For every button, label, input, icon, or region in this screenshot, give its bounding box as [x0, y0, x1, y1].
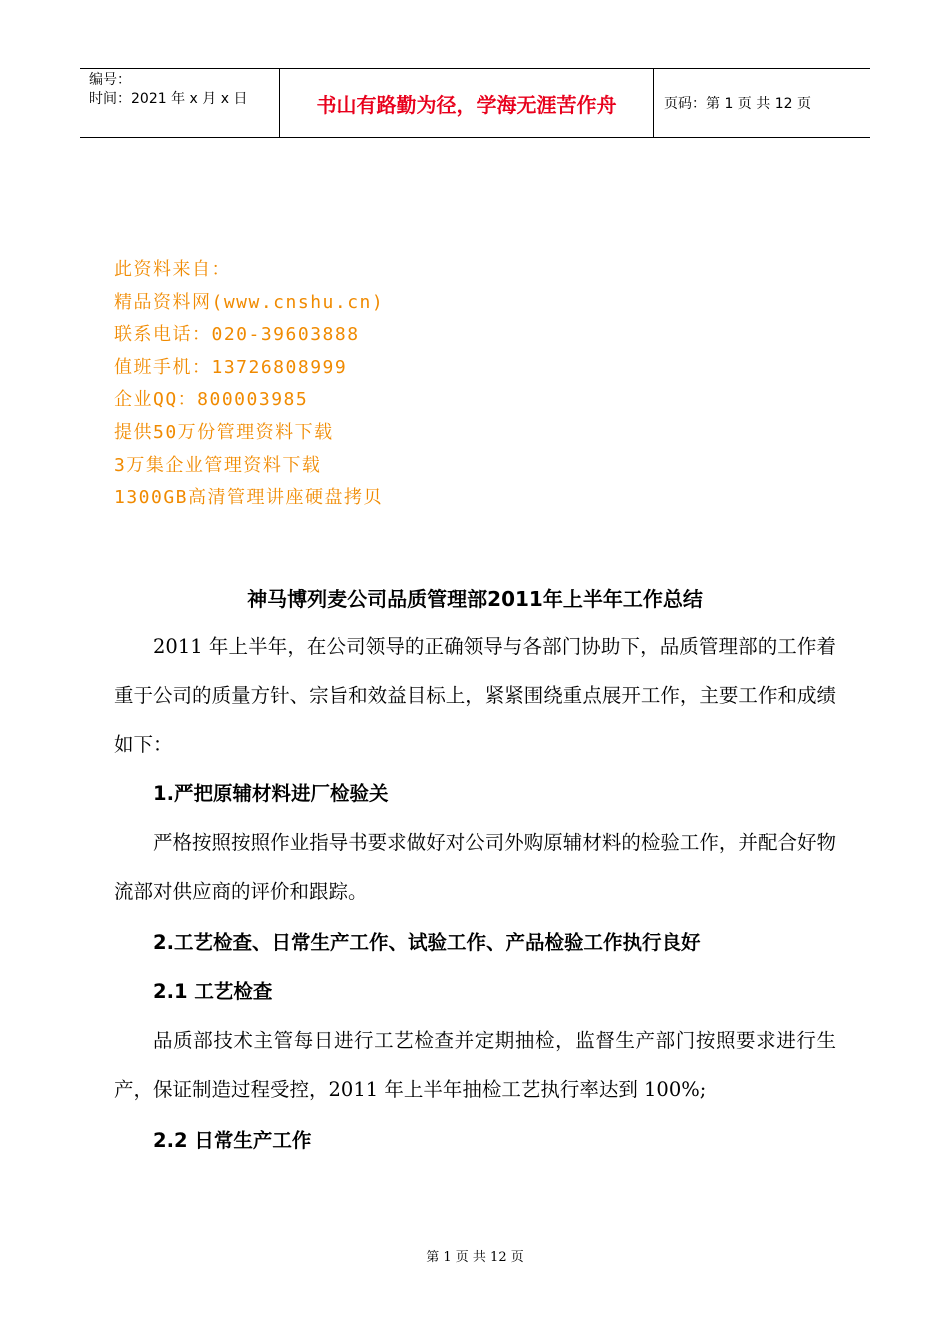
source-line: 联系电话：020-39603888 — [114, 324, 360, 346]
page-footer: 第 1 页 共 12 页 — [426, 1250, 524, 1265]
page-header — [80, 68, 870, 138]
source-line: 3万集企业管理资料下载 — [114, 454, 322, 476]
section-2-1-heading: 2.1 工艺检查 — [153, 980, 273, 1003]
document-title: 神马博列麦公司品质管理部2011年上半年工作总结 — [247, 587, 703, 611]
source-line: 此资料来自： — [114, 259, 231, 280]
document-body — [114, 622, 836, 1165]
intro-paragraph: 2011 年上半年，在公司领导的正确领导与各部门协助下，品质管理部的工作着重于公司的质量方针、宗旨和效益目标上，紧紧围绕重点展开工作，主要工作和成绩如下： — [114, 635, 836, 756]
source-line: 企业QQ：800003985 — [114, 389, 309, 411]
section-2-heading: 2.工艺检查、日常生产工作、试验工作、产品检验工作执行良好 — [153, 931, 701, 954]
section-2-1-paragraph: 品质部技术主管每日进行工艺检查并定期抽检，监督生产部门按照要求进行生产，保证制造过程受控，2011 年上半年抽检工艺执行率达到 100%; — [114, 1029, 836, 1101]
section-1-paragraph: 严格按照按照作业指导书要求做好对公司外购原辅材料的检验工作，并配合好物流部对供应商的评价和跟踪。 — [114, 831, 836, 903]
header-motto: 书山有路勤为径，学海无涯苦作舟 — [280, 69, 654, 137]
section-2-2-heading: 2.2 日常生产工作 — [153, 1129, 312, 1152]
source-line: 提供50万份管理资料下载 — [114, 421, 334, 443]
header-page-info: 页码：第 1 页 共 12 页 — [664, 96, 811, 112]
source-line: 值班手机：13726808999 — [114, 356, 348, 378]
source-line: 1300GB高清管理讲座硬盘拷贝 — [114, 487, 384, 509]
source-line: 精品资料网(www.cnshu.cn) — [114, 291, 385, 313]
document-time-label: 时间：2021 年 x 月 x 日 — [89, 91, 248, 107]
header-meta — [80, 69, 280, 137]
source-info-block — [114, 254, 384, 515]
document-number-label: 编号： — [89, 72, 131, 88]
section-1-heading: 1.严把原辅材料进厂检验关 — [153, 782, 389, 805]
